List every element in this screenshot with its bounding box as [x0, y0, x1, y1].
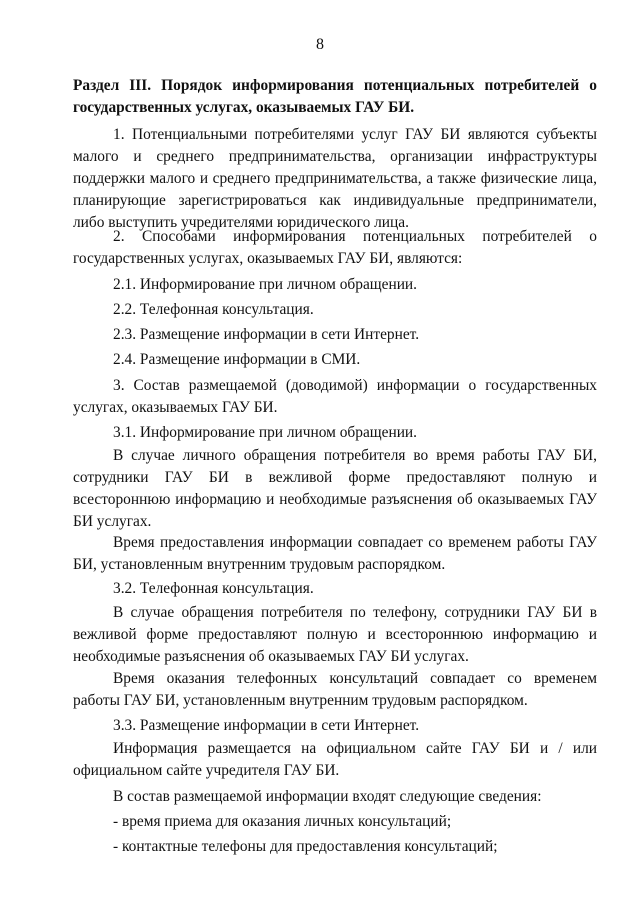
list-item-reception-time: - время приема для оказания личных консультаций;: [113, 813, 452, 830]
paragraph-info-composition: В состав размещаемой информации входят следующие сведения:: [113, 788, 542, 805]
paragraph-phone-time: Время оказания телефонных консультаций совпадает со временем работы ГАУ БИ, установленным внутренним трудовым распорядком.: [73, 670, 597, 709]
list-item-contact-phones: - контактные телефоны для предоставления консультаций;: [113, 838, 498, 855]
paragraph-2-4: 2.4. Размещение информации в СМИ.: [113, 351, 361, 368]
paragraph-3-1: 3.1. Информирование при личном обращении.: [113, 424, 418, 441]
paragraph-3: 3. Состав размещаемой (доводимой) информации о государственных услугах, оказываемых ГАУ БИ.: [73, 377, 597, 416]
paragraph-2-3: 2.3. Размещение информации в сети Интернет.: [113, 326, 420, 343]
paragraph-1: 1. Потенциальными потребителями услуг ГАУ БИ являются субъекты малого и среднего предпринимательства, организации инфраструктуры поддержки малого и среднего предпринимательства, а также физические лица, планирующие зарегистрироваться как индивидуальные предприниматели, либо выступить учредителями юридического лица.: [73, 126, 597, 231]
page-number: 8: [316, 36, 324, 53]
paragraph-phone-contact: В случае обращения потребителя по телефону, сотрудники ГАУ БИ в вежливой форме предоставляют полную и всестороннюю информацию и необходимые разъяснения об оказываемых ГАУ БИ услугах.: [73, 604, 597, 665]
paragraph-2-1: 2.1. Информирование при личном обращении.: [113, 276, 418, 293]
paragraph-2: 2. Способами информирования потенциальных потребителей о государственных услугах, оказываемых ГАУ БИ, являются:: [73, 228, 597, 267]
paragraph-info-time: Время предоставления информации совпадает со временем работы ГАУ БИ, установленным внутренним трудовым распорядком.: [73, 534, 597, 573]
paragraph-3-3: 3.3. Размещение информации в сети Интернет.: [113, 717, 420, 734]
section-heading: Раздел III. Порядок информирования потенциальных потребителей о государственных услугах, оказываемых ГАУ БИ.: [73, 77, 597, 116]
paragraph-personal-contact: В случае личного обращения потребителя во время работы ГАУ БИ, сотрудники ГАУ БИ в вежливой форме предоставляют полную и всестороннюю информацию и необходимые разъяснения об оказываемых ГАУ БИ услугах.: [73, 447, 597, 530]
paragraph-2-2: 2.2. Телефонная консультация.: [113, 301, 314, 318]
paragraph-3-2: 3.2. Телефонная консультация.: [113, 580, 314, 597]
paragraph-website: Информация размещается на официальном сайте ГАУ БИ и / или официальном сайте учредителя ГАУ БИ.: [73, 740, 597, 779]
